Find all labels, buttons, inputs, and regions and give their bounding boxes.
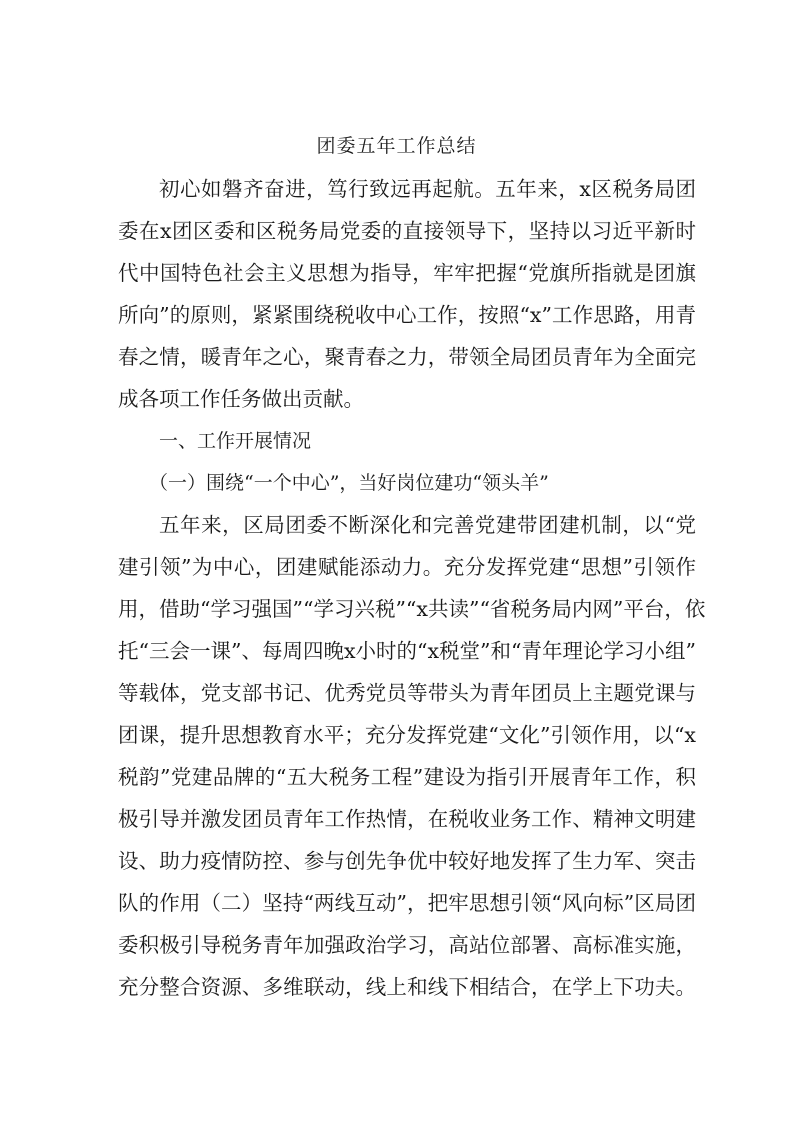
paragraph-line: 春之情，暖青年之心，聚青春之力，带领全局团员青年为全面完 <box>118 345 696 369</box>
paragraph-line: 委积极引导税务青年加强政治学习，高站位部署、高标准实施， <box>118 933 696 957</box>
paragraph-line: 初心如磐齐奋进，笃行致远再起航。五年来，x区税务局团 <box>159 177 696 201</box>
paragraph-line: 托“三会一课”、每周四晚x小时的“x税堂”和“青年理论学习小组” <box>118 639 697 663</box>
paragraph-line: 等载体，党支部书记、优秀党员等带头为青年团员上主题党课与 <box>118 681 696 705</box>
paragraph-line: 队的作用（二）坚持“两线互动”，把牢思想引领“风向标”区局团 <box>118 891 696 915</box>
section-heading: 一、工作开展情况 <box>159 430 312 452</box>
document-title: 团委五年工作总结 <box>316 135 477 157</box>
paragraph-line: 设、助力疫情防控、参与创先争优中较好地发挥了生力军、突击 <box>118 849 696 873</box>
paragraph-line: 建引领”为中心，团建赋能添动力。充分发挥党建“思想”引领作 <box>118 555 696 579</box>
paragraph-line: 充分整合资源、多维联动，线上和线下相结合，在学上下功夫。 <box>118 975 696 999</box>
paragraph-line: 团课，提升思想教育水平；充分发挥党建“文化”引领作用，以“x <box>118 723 696 747</box>
paragraph-line: 委在x团区委和区税务局党委的直接领导下，坚持以习近平新时 <box>118 219 696 243</box>
subsection-heading: （一）围绕“一个中心”，当好岗位建功“领头羊” <box>149 472 549 494</box>
paragraph-line: 极引导并激发团员青年工作热情，在税收业务工作、精神文明建 <box>118 807 696 831</box>
paragraph-line: 成各项工作任务做出贡献。 <box>118 387 364 411</box>
paragraph-line: 用，借助“学习强国”“学习兴税”“x共读”“省税务局内网”平台，依 <box>118 597 706 621</box>
paragraph-line: 代中国特色社会主义思想为指导，牢牢把握“党旗所指就是团旗 <box>118 261 696 285</box>
paragraph-line: 税韵”党建品牌的“五大税务工程”建设为指引开展青年工作，积 <box>118 765 696 789</box>
paragraph-line: 所向”的原则，紧紧围绕税收中心工作，按照“x”工作思路，用青 <box>118 303 696 327</box>
paragraph-line: 五年来，区局团委不断深化和完善党建带团建机制，以“党 <box>159 513 696 537</box>
